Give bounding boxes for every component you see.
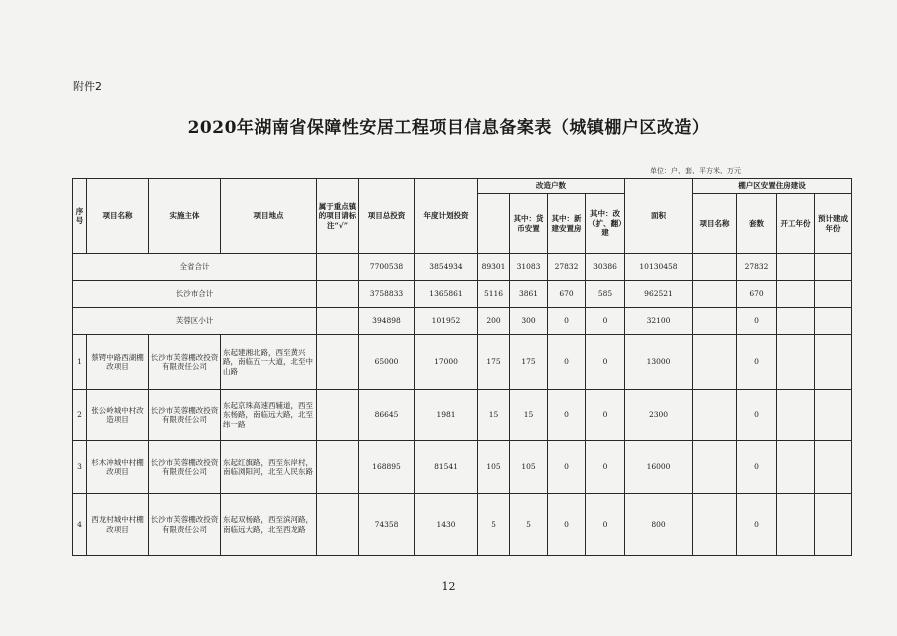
cell-rebuild: 585 [586,281,625,308]
cell-project-name: 张公岭城中村改造项目 [87,390,149,441]
cell-households: 5116 [478,281,510,308]
cell-newbuild: 0 [548,494,586,556]
cell-seq: 1 [73,335,87,390]
cell-project-name: 蔡锷中路西湖棚改项目 [87,335,149,390]
cell-newbuild: 670 [548,281,586,308]
cell-currency: 31083 [510,254,548,281]
cell-households: 89301 [478,254,510,281]
cell-location: 东起双杨路，西至滨河路，南临远大路，北至西龙路 [221,494,317,556]
summary-label: 全省合计 [73,254,317,281]
cell-currency: 15 [510,390,548,441]
cell-area: 32100 [625,308,693,335]
cell-total-investment: 65000 [359,335,415,390]
table-row [73,390,852,441]
header-annual-investment: 年度计划投资 [415,179,478,254]
header-key-town: 属于重点镇的项目请标注“√” [317,179,359,254]
cell-currency: 300 [510,308,548,335]
summary-row-district [73,308,852,335]
cell-total-investment: 168895 [359,441,415,494]
header-entity: 实施主体 [149,179,221,254]
header-housing-construction: 棚户区安置住房建设 [693,179,852,194]
summary-row-province [73,254,852,281]
cell-annual-investment: 101952 [415,308,478,335]
summary-label: 长沙市合计 [73,281,317,308]
cell-rebuild: 0 [586,441,625,494]
cell-annual-investment: 1430 [415,494,478,556]
cell-seq: 2 [73,390,87,441]
cell-seq: 4 [73,494,87,556]
cell-newbuild: 0 [548,441,586,494]
header-housing-name: 项目名称 [693,194,737,254]
cell-area: 800 [625,494,693,556]
summary-row-city [73,281,852,308]
cell-area: 16000 [625,441,693,494]
cell-rebuild: 30386 [586,254,625,281]
cell-annual-investment: 1365861 [415,281,478,308]
header-housing-units: 套数 [737,194,777,254]
cell-households: 15 [478,390,510,441]
header-area: 面积 [625,179,693,254]
page-number: 12 [441,580,456,593]
cell-currency: 5 [510,494,548,556]
cell-currency: 175 [510,335,548,390]
cell-rebuild: 0 [586,308,625,335]
header-new-build: 其中：新建安置房 [548,194,586,254]
cell-households: 105 [478,441,510,494]
cell-total-investment: 3758833 [359,281,415,308]
cell-entity: 长沙市芙蓉棚改投资有限责任公司 [149,494,221,556]
cell-rebuild: 0 [586,390,625,441]
cell-currency: 105 [510,441,548,494]
header-renovation-households: 改造户数 [478,179,625,194]
cell-rebuild: 0 [586,335,625,390]
cell-units: 0 [737,335,777,390]
cell-total-investment: 394898 [359,308,415,335]
cell-units: 0 [737,390,777,441]
unit-note: 单位：户、套、平方米、万元 [650,167,741,175]
cell-newbuild: 27832 [548,254,586,281]
filing-table [72,178,852,556]
cell-households: 200 [478,308,510,335]
cell-project-name: 杉木冲城中村棚改项目 [87,441,149,494]
cell-units: 670 [737,281,777,308]
table-row [73,494,852,556]
cell-total-investment: 86645 [359,390,415,441]
header-start-year: 开工年份 [777,194,815,254]
cell-total-investment: 7700538 [359,254,415,281]
cell-entity: 长沙市芙蓉棚改投资有限责任公司 [149,335,221,390]
summary-label: 芙蓉区小计 [73,308,317,335]
header-location: 项目地点 [221,179,317,254]
cell-annual-investment: 1981 [415,390,478,441]
cell-area: 2300 [625,390,693,441]
header-seq: 序号 [73,179,87,254]
table-row [73,441,852,494]
cell-project-name: 西龙村城中村棚改项目 [87,494,149,556]
cell-area: 962521 [625,281,693,308]
header-households-total [478,194,510,254]
cell-units: 0 [737,308,777,335]
attachment-label: 附件2 [73,80,102,93]
cell-households: 175 [478,335,510,390]
cell-units: 0 [737,441,777,494]
cell-entity: 长沙市芙蓉棚改投资有限责任公司 [149,390,221,441]
cell-currency: 3861 [510,281,548,308]
cell-total-investment: 74358 [359,494,415,556]
cell-newbuild: 0 [548,390,586,441]
header-currency-resettlement: 其中：货币安置 [510,194,548,254]
header-finish-year: 预计建成年份 [815,194,852,254]
header-total-investment: 项目总投资 [359,179,415,254]
cell-location: 东起建湘北路，西至黄兴路，南临五一大道，北至中山路 [221,335,317,390]
header-project-name: 项目名称 [87,179,149,254]
cell-units: 0 [737,494,777,556]
cell-annual-investment: 17000 [415,335,478,390]
cell-households: 5 [478,494,510,556]
cell-units: 27832 [737,254,777,281]
cell-newbuild: 0 [548,335,586,390]
cell-newbuild: 0 [548,308,586,335]
cell-entity: 长沙市芙蓉棚改投资有限责任公司 [149,441,221,494]
cell-area: 13000 [625,335,693,390]
cell-annual-investment: 81541 [415,441,478,494]
cell-location: 东起红旗路，西至东岸村，南临浏阳河，北至人民东路 [221,441,317,494]
cell-seq: 3 [73,441,87,494]
table-row [73,335,852,390]
cell-rebuild: 0 [586,494,625,556]
cell-location: 东起京珠高速西辅道，西至东杨路，南临远大路，北至纬一路 [221,390,317,441]
cell-annual-investment: 3854934 [415,254,478,281]
header-rebuild: 其中：改（扩、翻）建 [586,194,625,254]
cell-area: 10130458 [625,254,693,281]
page-title: 2020年湖南省保障性安居工程项目信息备案表（城镇棚户区改造） [187,118,710,138]
